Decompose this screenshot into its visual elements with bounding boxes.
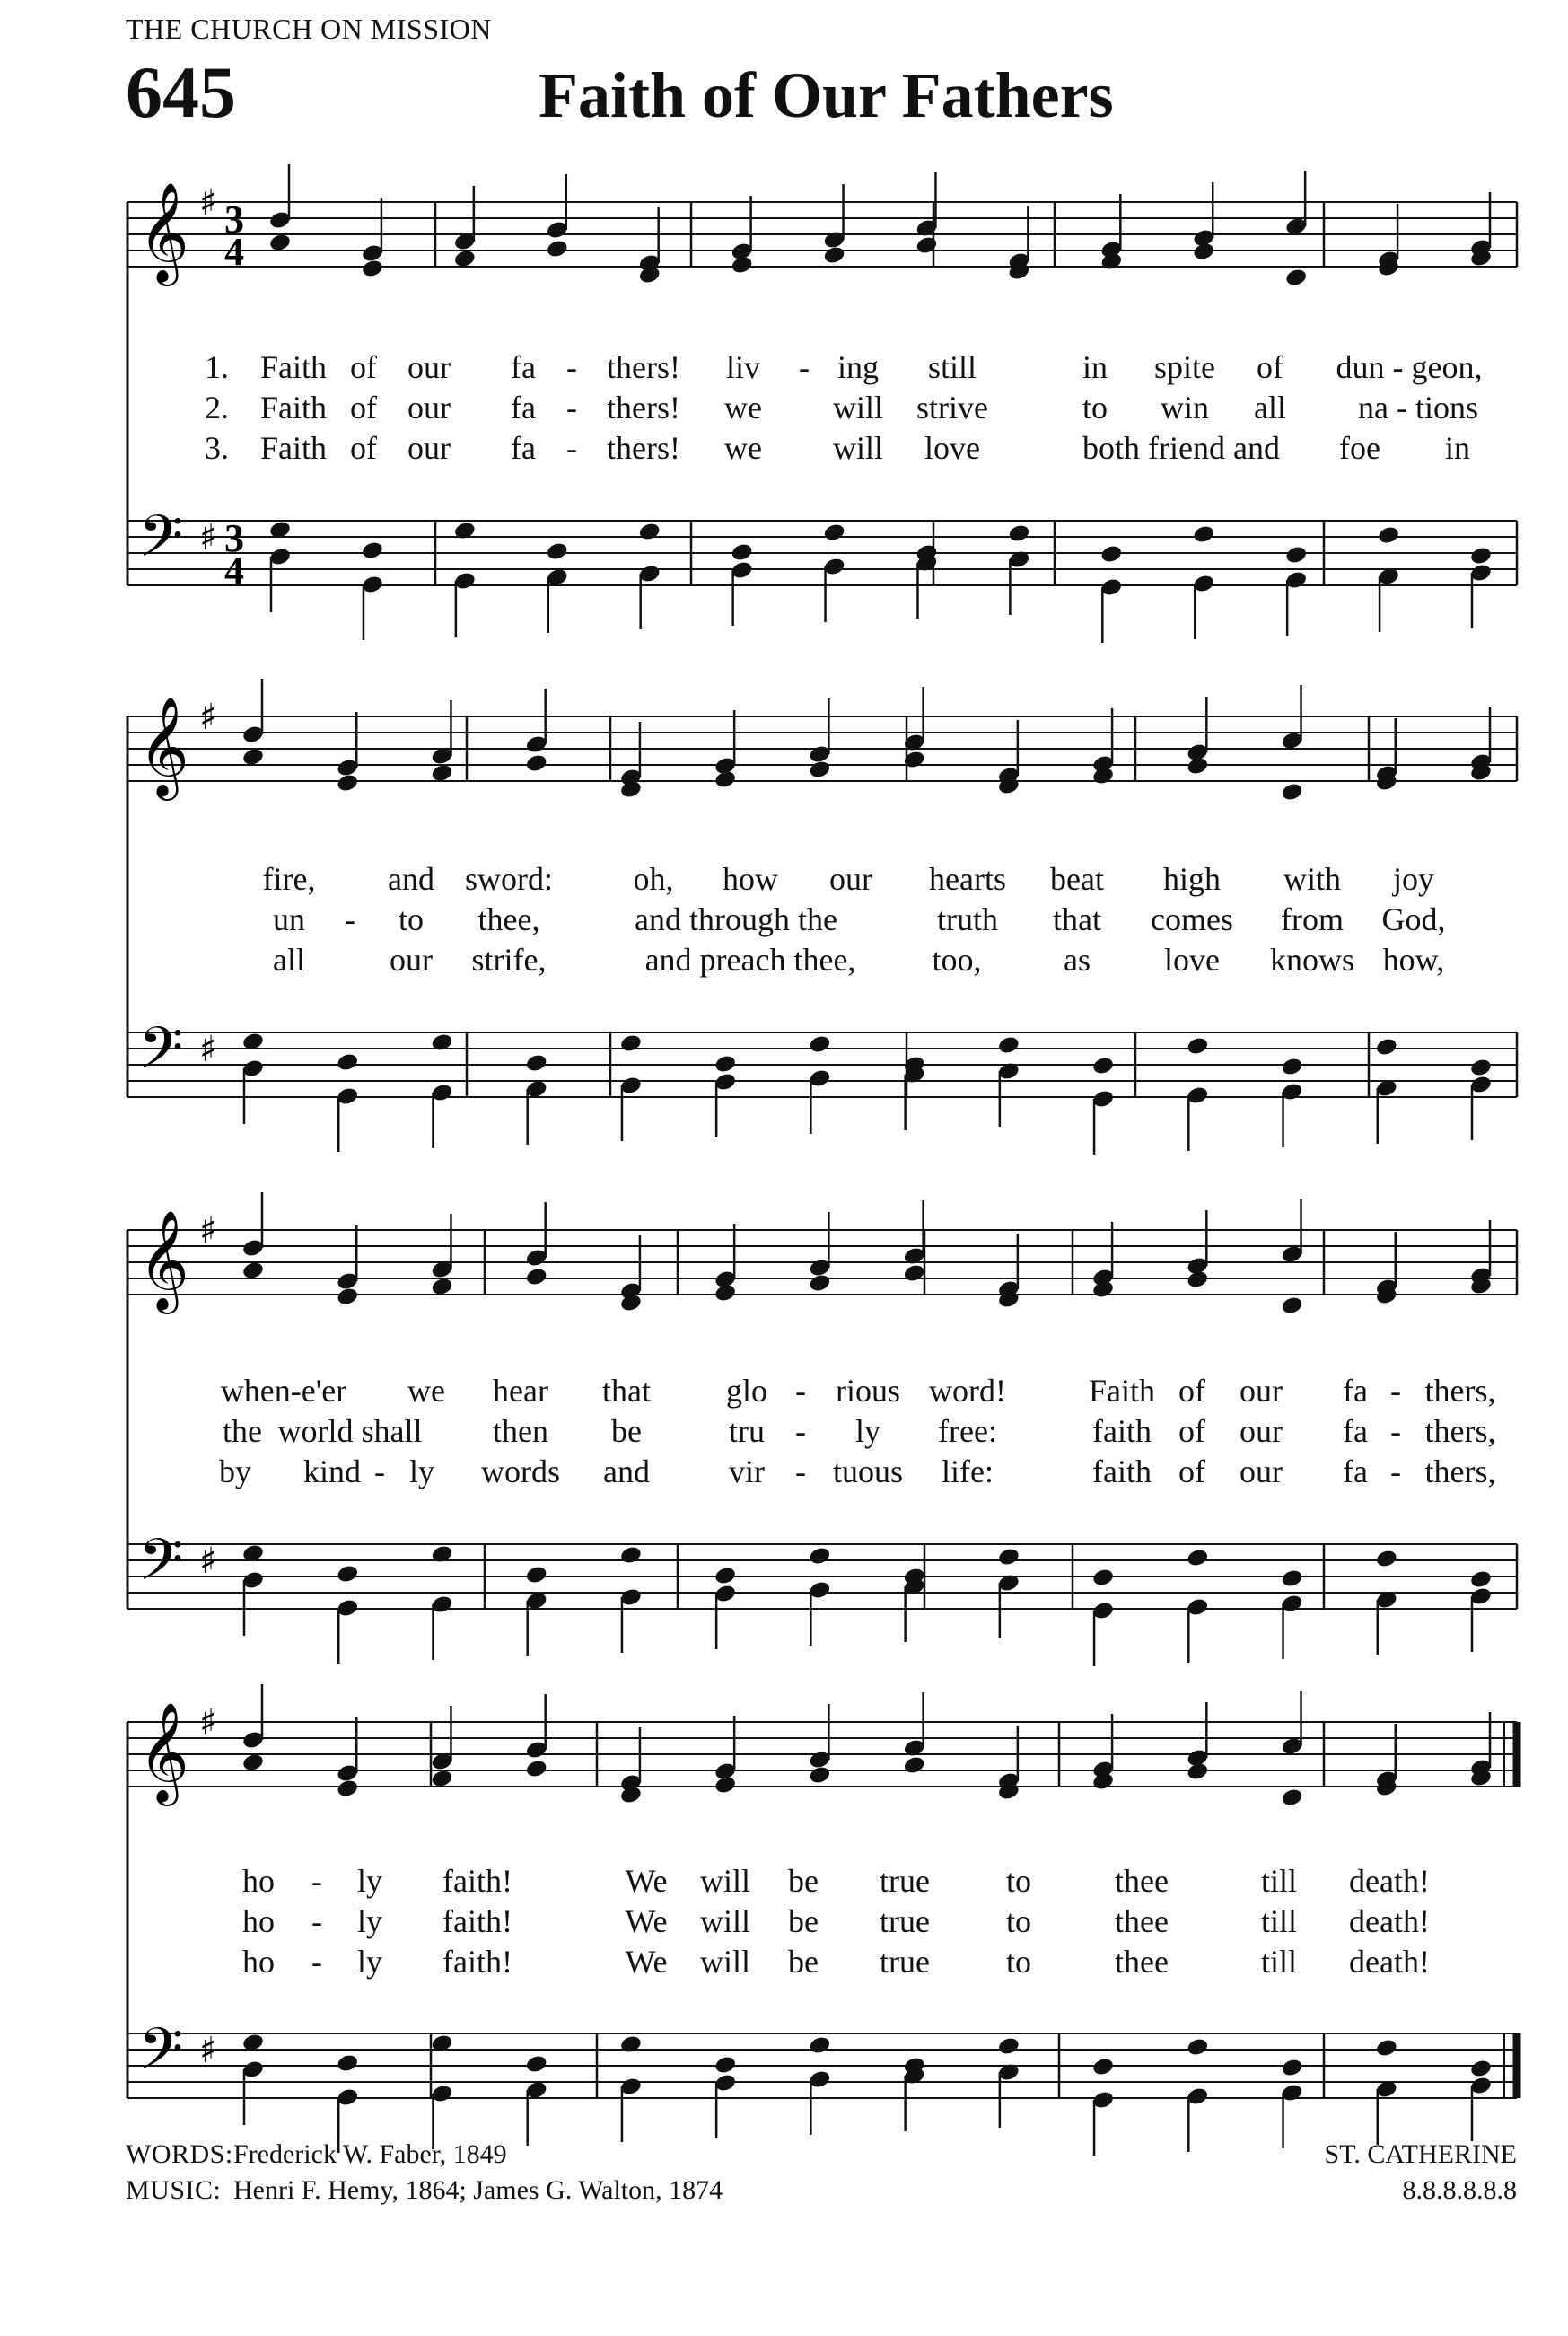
lyric-syllable: to bbox=[1005, 1863, 1032, 1899]
lyric-syllable: knows bbox=[1269, 942, 1355, 978]
note-head bbox=[361, 259, 384, 279]
sharp-icon: ♯ bbox=[199, 517, 217, 558]
lyric-syllable: Faith bbox=[259, 349, 328, 385]
meter: 8.8.8.8.8.8 bbox=[1402, 2175, 1517, 2205]
lyric-syllable: hear bbox=[493, 1373, 548, 1409]
lyric-syllable: - bbox=[795, 1453, 806, 1489]
note-head bbox=[430, 1277, 453, 1297]
note-head bbox=[903, 1263, 926, 1284]
lyric-syllable: of bbox=[1178, 1453, 1205, 1489]
verse-2-line bbox=[0, 1412, 1568, 1452]
note-head bbox=[1186, 2037, 1209, 2058]
lyric-syllable: We bbox=[625, 1944, 668, 1980]
lyric-syllable: when-e'er bbox=[220, 1373, 347, 1409]
lyric-syllable: our bbox=[1240, 1373, 1283, 1409]
lyric-syllable: as bbox=[1064, 942, 1091, 978]
lyric-syllable: to bbox=[1005, 1903, 1032, 1939]
note-head bbox=[525, 1565, 548, 1585]
lyric-syllable: faith! bbox=[442, 1944, 512, 1980]
note-head bbox=[619, 1033, 643, 1054]
note-head bbox=[997, 1035, 1021, 1056]
lyric-syllable: true bbox=[880, 1903, 930, 1939]
note-head bbox=[638, 522, 661, 542]
lyric-syllable: of bbox=[1178, 1373, 1205, 1409]
note-head bbox=[1186, 1269, 1209, 1290]
sharp-icon: ♯ bbox=[199, 182, 217, 224]
lyric-syllable: will bbox=[699, 1903, 751, 1939]
note-head bbox=[1280, 782, 1303, 803]
verse-2-line bbox=[0, 1902, 1568, 1942]
note-head bbox=[1091, 2057, 1115, 2077]
note-head bbox=[714, 769, 737, 790]
lyric-syllable: comes bbox=[1151, 901, 1233, 937]
note-head bbox=[1099, 544, 1123, 565]
lyric-syllable: all bbox=[273, 942, 305, 978]
note-head bbox=[241, 1260, 265, 1281]
lyric-syllable: - bbox=[311, 1903, 322, 1939]
lyric-syllable: be bbox=[788, 1903, 819, 1939]
lyric-syllable: then bbox=[493, 1413, 548, 1449]
lyric-syllable: still bbox=[927, 349, 977, 385]
lyric-syllable: how, bbox=[1382, 942, 1445, 978]
note-head bbox=[714, 2055, 737, 2076]
note-head bbox=[546, 239, 569, 259]
bass-clef-icon: 𝄢 bbox=[138, 2016, 184, 2097]
note-head bbox=[1007, 523, 1030, 544]
bass-clef-icon: 𝄢 bbox=[138, 1015, 184, 1096]
note-head bbox=[525, 2054, 548, 2075]
lyric-syllable: in bbox=[1082, 349, 1108, 385]
lyric-syllable: vir bbox=[729, 1453, 765, 1489]
lyric-syllable: - bbox=[795, 1373, 806, 1409]
note-head bbox=[525, 1267, 548, 1287]
lyric-syllable: - bbox=[566, 349, 577, 385]
tune-name: ST. CATHERINE bbox=[1324, 2139, 1517, 2169]
lyric-syllable: truth bbox=[937, 901, 998, 937]
lyric-syllable: joy bbox=[1392, 861, 1435, 897]
note-head bbox=[731, 255, 754, 276]
verse-2-line bbox=[0, 389, 1568, 428]
lyric-syllable: thee, bbox=[477, 901, 540, 937]
note-head bbox=[822, 523, 845, 543]
lyric-syllable: our bbox=[407, 430, 451, 466]
lyric-syllable: too, bbox=[932, 942, 982, 978]
time-signature: 3 bbox=[224, 198, 244, 242]
note-head bbox=[361, 540, 384, 561]
note-head bbox=[430, 763, 453, 784]
sharp-icon: ♯ bbox=[199, 1541, 217, 1582]
lyric-syllable: oh, bbox=[633, 861, 674, 897]
note-head bbox=[1280, 1787, 1303, 1808]
lyric-syllable: thers! bbox=[607, 349, 680, 385]
note-head bbox=[1469, 1569, 1493, 1590]
lyric-syllable: we bbox=[724, 430, 762, 466]
note-head bbox=[808, 760, 831, 780]
lyric-syllable: word! bbox=[929, 1373, 1006, 1409]
lyric-syllable: fa bbox=[1343, 1413, 1368, 1449]
lyric-syllable: our bbox=[407, 349, 451, 385]
lyric-syllable: will bbox=[832, 430, 884, 466]
lyric-syllable: thee bbox=[1115, 1944, 1169, 1980]
lyric-syllable: our bbox=[390, 942, 433, 978]
lyric-syllable: till bbox=[1260, 1944, 1298, 1980]
lyric-syllable: of bbox=[350, 430, 377, 466]
lyric-syllable: in bbox=[1444, 430, 1471, 466]
credits bbox=[126, 2137, 723, 2209]
lyric-syllable: fa bbox=[511, 349, 536, 385]
verse-1-line bbox=[0, 860, 1568, 900]
lyric-syllable: death! bbox=[1349, 1903, 1430, 1939]
note-head bbox=[336, 1052, 359, 1073]
lyric-syllable: from bbox=[1281, 901, 1344, 937]
lyric-syllable: ly bbox=[356, 1944, 383, 1980]
treble-clef-icon: 𝄞 bbox=[138, 181, 189, 282]
bass-clef-icon: 𝄢 bbox=[138, 1527, 184, 1608]
lyric-syllable: that bbox=[1053, 901, 1101, 937]
lyric-syllable: and through the bbox=[635, 901, 837, 937]
lyric-syllable: our bbox=[829, 861, 872, 897]
note-head bbox=[915, 235, 938, 256]
lyric-syllable: true bbox=[880, 1863, 930, 1899]
note-head bbox=[268, 233, 292, 253]
lyric-syllable: will bbox=[832, 390, 884, 426]
note-head bbox=[1284, 268, 1308, 288]
lyric-syllable: to bbox=[1005, 1944, 1032, 1980]
note-head bbox=[808, 1273, 831, 1294]
lyric-syllable: glo bbox=[725, 1373, 768, 1409]
lyric-syllable: fa bbox=[511, 390, 536, 426]
lyric-syllable: - bbox=[799, 349, 810, 385]
lyric-syllable: death! bbox=[1349, 1863, 1430, 1899]
note-head bbox=[997, 1547, 1021, 1568]
lyric-syllable: free: bbox=[938, 1413, 997, 1449]
lyric-syllable: fire, bbox=[262, 861, 316, 897]
treble-clef-icon: 𝄞 bbox=[138, 1209, 189, 1310]
lyric-syllable: 1. bbox=[205, 349, 229, 385]
words-credit: Frederick W. Faber, 1849 bbox=[233, 2139, 507, 2169]
lyric-syllable: ly bbox=[854, 1413, 881, 1449]
time-signature: 4 bbox=[224, 230, 244, 274]
lyric-syllable: our bbox=[1240, 1453, 1283, 1489]
lyric-syllable: fa bbox=[1343, 1373, 1368, 1409]
lyric-syllable: thee bbox=[1115, 1903, 1169, 1939]
note-head bbox=[453, 249, 477, 269]
lyric-syllable: be bbox=[788, 1863, 819, 1899]
lyric-syllable: ho bbox=[242, 1863, 275, 1899]
lyric-syllable: we bbox=[407, 1373, 445, 1409]
note-head bbox=[241, 1752, 265, 1773]
note-head bbox=[808, 1034, 831, 1055]
note-head bbox=[714, 1054, 737, 1075]
lyric-syllable: how bbox=[723, 861, 778, 897]
sharp-icon: ♯ bbox=[199, 1702, 217, 1743]
words-label: WORDS: bbox=[126, 2139, 233, 2169]
lyric-syllable: our bbox=[407, 390, 451, 426]
lyric-syllable: kind bbox=[302, 1453, 362, 1489]
lyric-syllable: Faith bbox=[259, 430, 328, 466]
note-head bbox=[1280, 2058, 1303, 2078]
note-head bbox=[1091, 1056, 1115, 1076]
note-head bbox=[619, 1545, 643, 1566]
lyric-syllable: beat bbox=[1050, 861, 1104, 897]
lyric-syllable: of bbox=[350, 349, 377, 385]
note-head bbox=[1192, 524, 1215, 545]
lyric-syllable: with bbox=[1283, 861, 1342, 897]
lyric-syllable: ly bbox=[408, 1453, 435, 1489]
lyric-syllable: will bbox=[699, 1863, 751, 1899]
lyric-syllable: to bbox=[398, 901, 425, 937]
lyric-syllable: rious bbox=[836, 1373, 900, 1409]
lyric-syllable: 3. bbox=[205, 430, 229, 466]
note-head bbox=[241, 747, 265, 768]
time-signature: 4 bbox=[224, 549, 244, 593]
lyric-syllable: tru bbox=[729, 1413, 765, 1449]
time-signature: 3 bbox=[224, 516, 244, 560]
music-credit-row bbox=[126, 2173, 723, 2209]
verse-1-line bbox=[0, 1372, 1568, 1411]
treble-clef-icon: 𝄞 bbox=[138, 696, 189, 796]
note-head bbox=[336, 1287, 359, 1307]
lyric-syllable: till bbox=[1260, 1863, 1298, 1899]
lyric-syllable: faith! bbox=[442, 1903, 512, 1939]
lyric-syllable: death! bbox=[1349, 1944, 1430, 1980]
lyric-syllable: love bbox=[924, 430, 980, 466]
lyric-syllable: - bbox=[795, 1413, 806, 1449]
note-head bbox=[1186, 1036, 1209, 1057]
note-head bbox=[1192, 242, 1215, 262]
note-head bbox=[525, 1053, 548, 1074]
note-head bbox=[714, 1283, 737, 1304]
verse-2-line bbox=[0, 900, 1568, 940]
lyric-syllable: thers! bbox=[607, 430, 680, 466]
lyric-syllable: foe bbox=[1339, 430, 1380, 466]
sharp-icon: ♯ bbox=[199, 1029, 217, 1070]
lyric-syllable: 2. bbox=[205, 390, 229, 426]
note-head bbox=[1469, 2059, 1493, 2079]
lyric-syllable: - bbox=[345, 901, 355, 937]
tune-info bbox=[1325, 2137, 1517, 2209]
note-head bbox=[430, 1769, 453, 1789]
note-head bbox=[1469, 546, 1493, 566]
verse-3-line bbox=[0, 1453, 1568, 1492]
note-head bbox=[731, 542, 754, 563]
lyric-syllable: and bbox=[388, 861, 434, 897]
treble-clef-icon: 𝄞 bbox=[138, 1701, 189, 1802]
lyric-syllable: life: bbox=[942, 1453, 994, 1489]
note-head bbox=[525, 753, 548, 774]
lyric-syllable: ing bbox=[837, 349, 880, 385]
lyric-syllable: win bbox=[1161, 390, 1209, 426]
lyric-syllable: - bbox=[311, 1944, 322, 1980]
lyric-syllable: sword: bbox=[465, 861, 553, 897]
lyric-syllable: spite bbox=[1154, 349, 1215, 385]
lyric-syllable: We bbox=[625, 1903, 668, 1939]
lyric-syllable: faith bbox=[1092, 1453, 1152, 1489]
lyric-syllable: dun - geon, bbox=[1336, 349, 1483, 385]
lyric-syllable: we bbox=[724, 390, 762, 426]
lyric-syllable: all bbox=[1254, 390, 1286, 426]
note-head bbox=[903, 1755, 926, 1776]
lyric-syllable: ho bbox=[242, 1903, 275, 1939]
lyric-syllable: We bbox=[625, 1863, 668, 1899]
lyric-syllable: - bbox=[1390, 1373, 1401, 1409]
lyric-syllable: till bbox=[1260, 1903, 1298, 1939]
lyric-syllable: thers, bbox=[1424, 1373, 1496, 1409]
note-head bbox=[808, 2035, 831, 2056]
lyric-syllable: the bbox=[223, 1413, 262, 1449]
note-head bbox=[1280, 1568, 1303, 1589]
lyric-syllable: love bbox=[1164, 942, 1220, 978]
hymn-number: 645 bbox=[126, 51, 236, 133]
lyric-syllable: thee bbox=[1115, 1863, 1169, 1899]
lyric-syllable: be bbox=[611, 1413, 642, 1449]
note-head bbox=[1186, 1548, 1209, 1568]
lyric-syllable: faith! bbox=[442, 1863, 512, 1899]
sharp-icon: ♯ bbox=[199, 2030, 217, 2071]
lyric-syllable: strive bbox=[916, 390, 988, 426]
lyric-syllable: be bbox=[788, 1944, 819, 1980]
lyric-syllable: and preach thee, bbox=[644, 942, 856, 978]
note-head bbox=[1375, 2038, 1398, 2059]
verse-1-line bbox=[0, 1862, 1568, 1901]
lyric-syllable: Faith bbox=[259, 390, 328, 426]
note-head bbox=[997, 2036, 1021, 2057]
lyric-syllable: fa bbox=[1343, 1453, 1368, 1489]
note-head bbox=[1375, 1037, 1398, 1058]
lyric-syllable: by bbox=[219, 1453, 251, 1489]
hymn-title: Faith of Our Fathers bbox=[539, 59, 1114, 131]
note-head bbox=[1280, 1295, 1303, 1316]
lyric-syllable: - bbox=[566, 430, 577, 466]
lyric-syllable: world shall bbox=[277, 1413, 423, 1449]
lyric-syllable: God, bbox=[1381, 901, 1446, 937]
lyric-syllable: - bbox=[374, 1453, 385, 1489]
lyric-syllable: tuous bbox=[832, 1453, 904, 1489]
note-head bbox=[546, 541, 569, 562]
lyric-syllable: - bbox=[1390, 1413, 1401, 1449]
verse-3-line bbox=[0, 429, 1568, 469]
lyric-syllable: faith bbox=[1092, 1413, 1152, 1449]
note-head bbox=[336, 773, 359, 794]
verse-3-line bbox=[0, 1943, 1568, 1982]
sharp-icon: ♯ bbox=[199, 1210, 217, 1251]
lyric-syllable: thers, bbox=[1424, 1453, 1496, 1489]
lyric-syllable: of bbox=[350, 390, 377, 426]
sharp-icon: ♯ bbox=[199, 697, 217, 738]
note-head bbox=[1375, 1549, 1398, 1569]
note-head bbox=[822, 245, 845, 266]
note-head bbox=[714, 1566, 737, 1586]
bass-clef-icon: 𝄢 bbox=[138, 504, 184, 584]
lyric-syllable: that bbox=[602, 1373, 651, 1409]
note-head bbox=[714, 1775, 737, 1796]
note-head bbox=[525, 1759, 548, 1779]
lyric-syllable: thers, bbox=[1424, 1413, 1496, 1449]
lyric-syllable: and bbox=[603, 1453, 650, 1489]
lyric-syllable: - bbox=[1390, 1453, 1401, 1489]
lyric-syllable: true bbox=[880, 1944, 930, 1980]
note-head bbox=[1186, 756, 1209, 777]
lyric-syllable: both friend and bbox=[1082, 430, 1280, 466]
note-head bbox=[1377, 525, 1400, 546]
lyric-syllable: hearts bbox=[929, 861, 1006, 897]
note-head bbox=[808, 1546, 831, 1567]
lyric-syllable: ly bbox=[356, 1903, 383, 1939]
verse-1-line bbox=[0, 348, 1568, 388]
lyric-syllable: our bbox=[1240, 1413, 1283, 1449]
note-head bbox=[336, 2053, 359, 2074]
lyric-syllable: to bbox=[1082, 390, 1108, 426]
lyric-syllable: na - tions bbox=[1358, 390, 1478, 426]
lyric-syllable: words bbox=[481, 1453, 560, 1489]
lyric-syllable: ly bbox=[356, 1863, 383, 1899]
note-head bbox=[1469, 1058, 1493, 1078]
note-head bbox=[1186, 1761, 1209, 1782]
verse-3-line bbox=[0, 941, 1568, 980]
note-head bbox=[1091, 1568, 1115, 1588]
lyric-syllable: will bbox=[699, 1944, 751, 1980]
lyric-syllable: high bbox=[1162, 861, 1222, 897]
words-credit-row bbox=[126, 2137, 723, 2173]
lyric-syllable: un bbox=[273, 901, 305, 937]
note-head bbox=[336, 1564, 359, 1585]
lyric-syllable: ho bbox=[242, 1944, 275, 1980]
note-head bbox=[1280, 1057, 1303, 1077]
lyric-syllable: fa bbox=[511, 430, 536, 466]
lyric-syllable: of bbox=[1257, 349, 1283, 385]
lyric-syllable: thers! bbox=[607, 390, 680, 426]
section-label: THE CHURCH ON MISSION bbox=[126, 13, 492, 45]
note-head bbox=[619, 2034, 643, 2055]
music-credit: Henri F. Hemy, 1864; James G. Walton, 1874 bbox=[233, 2175, 723, 2205]
note-head bbox=[808, 1765, 831, 1786]
lyric-syllable: - bbox=[566, 390, 577, 426]
lyric-syllable: liv bbox=[725, 349, 761, 385]
note-head bbox=[336, 1778, 359, 1799]
lyric-syllable: - bbox=[311, 1863, 322, 1899]
note-head bbox=[1284, 545, 1308, 566]
lyric-syllable: Faith bbox=[1088, 1373, 1156, 1409]
music-label: MUSIC: bbox=[126, 2175, 222, 2205]
lyric-syllable: strife, bbox=[471, 942, 547, 978]
lyric-syllable: of bbox=[1178, 1413, 1205, 1449]
